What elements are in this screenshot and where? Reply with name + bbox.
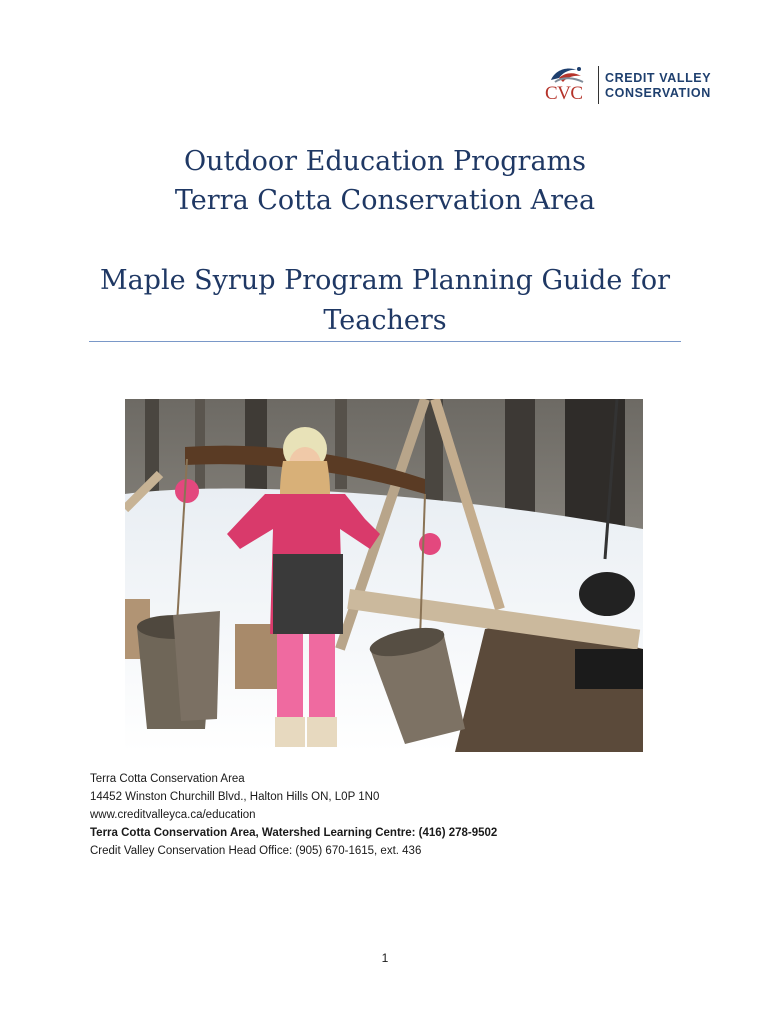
contact-address: 14452 Winston Churchill Blvd., Halton Hills ON, L0P 1N0 — [90, 791, 380, 803]
cover-photo — [125, 399, 643, 752]
logo-text-line-1: CREDIT VALLEY — [605, 71, 712, 85]
logo-divider — [598, 66, 599, 104]
contact-head-office-phone: Credit Valley Conservation Head Office: (905) 670-1615, ext. 436 — [90, 845, 422, 857]
page-number: 1 — [381, 951, 389, 965]
logo-text-line-2: CONSERVATION — [605, 86, 711, 100]
title-divider — [89, 341, 681, 342]
logo-abbreviation: CVC — [545, 83, 583, 104]
subtitle-line-1: Maple Syrup Program Planning Guide for — [99, 265, 671, 296]
subtitle-line-2: Teachers — [323, 305, 447, 336]
title-line-2: Terra Cotta Conservation Area — [174, 185, 596, 216]
title-line-1: Outdoor Education Programs — [183, 146, 587, 177]
photo-child-carrying-sap-buckets-icon — [125, 399, 643, 752]
contact-name: Terra Cotta Conservation Area — [90, 773, 245, 785]
contact-website[interactable]: www.creditvalleyca.ca/education — [90, 809, 256, 821]
cvc-logo — [545, 60, 725, 108]
contact-learning-centre-phone: Terra Cotta Conservation Area, Watershed Learning Centre: (416) 278-9502 — [90, 827, 498, 839]
